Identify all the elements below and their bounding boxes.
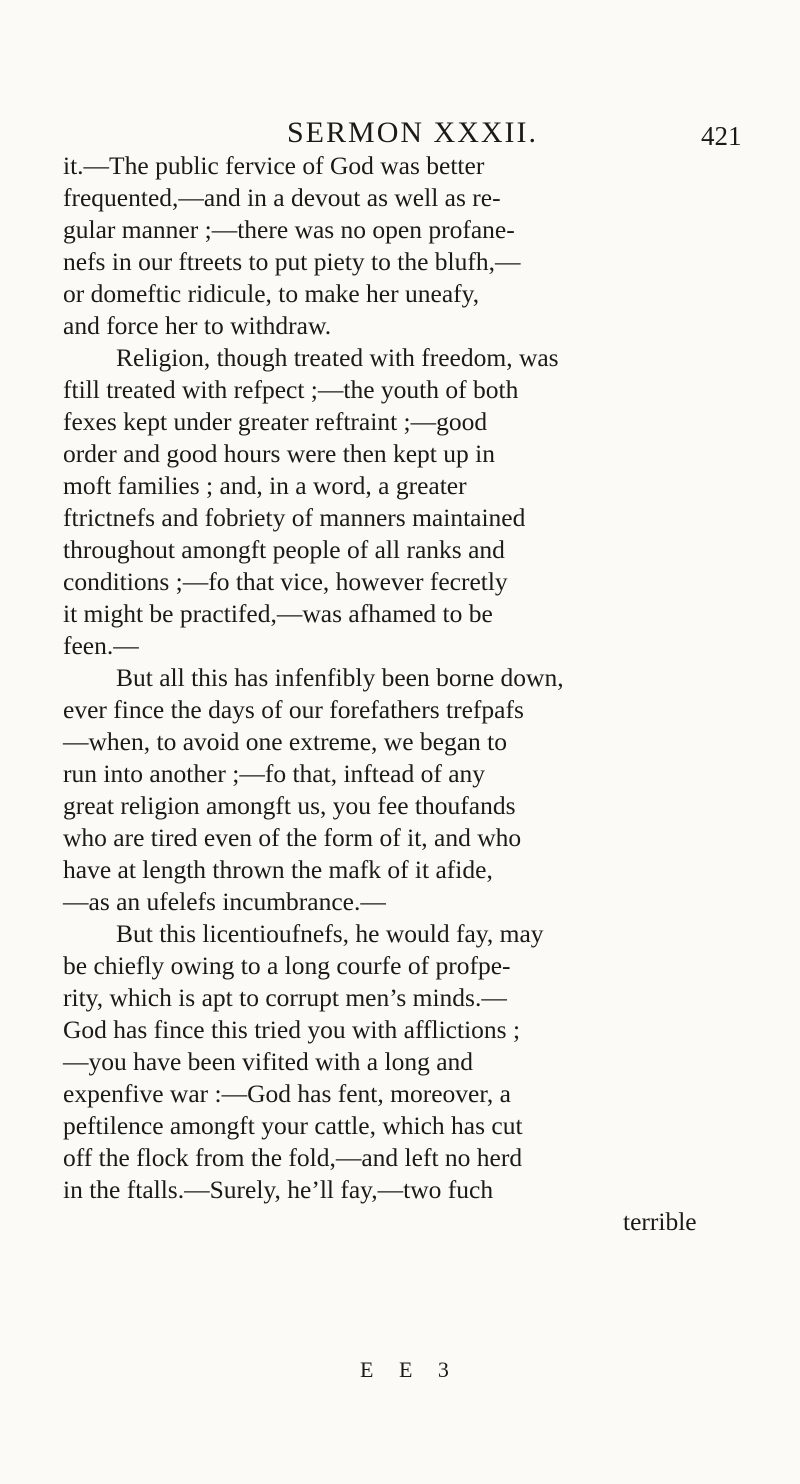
text-line: have at length thrown the mafk of it afide, — [63, 855, 493, 884]
text-line: God has fince this tried you with afflictions ; — [63, 1015, 521, 1044]
text-line: it might be practifed,—was afhamed to be — [63, 599, 493, 628]
text-line: it.—The public fervice of God was better — [63, 151, 485, 180]
catchword: terrible — [623, 1207, 697, 1236]
paragraph-start-line: Religion, though treated with freedom, was — [116, 343, 559, 372]
text-line: who are tired even of the form of it, and who — [63, 823, 522, 852]
text-line: great religion amongft us, you fee thoufands — [63, 791, 516, 820]
text-line: —as an ufelefs incumbrance.— — [63, 887, 386, 916]
text-line: frequented,—and in a devout as well as re- — [63, 183, 501, 212]
text-line: be chiefly owing to a long courfe of profpe- — [63, 951, 511, 980]
text-line: peftilence amongft your cattle, which has cut — [63, 1111, 523, 1140]
body-text — [63, 150, 763, 1238]
text-line: ever fince the days of our forefathers trefpafs — [63, 695, 524, 724]
text-line: expenfive war :—God has fent, moreover, a — [63, 1079, 511, 1108]
text-line: moft families ; and, in a word, a greater — [63, 471, 467, 500]
text-line: feen.— — [63, 631, 139, 660]
text-line: throughout amongft people of all ranks and — [63, 535, 505, 564]
text-line: —you have been vifited with a long and — [63, 1047, 474, 1076]
text-line: order and good hours were then kept up in — [63, 439, 495, 468]
text-line: nefs in our ftreets to put piety to the blufh,— — [63, 247, 521, 276]
signature-mark: E E 3 — [360, 1357, 459, 1382]
running-title: SERMON XXXII. — [287, 116, 538, 149]
text-line: fexes kept under greater reftraint ;—good — [63, 407, 488, 436]
text-line: conditions ;—fo that vice, however fecretly — [63, 567, 508, 596]
paragraph-start-line: But all this has infenfibly been borne down, — [116, 663, 564, 692]
text-line: ftill treated with refpect ;—the youth of both — [63, 375, 519, 404]
page-number: 421 — [701, 121, 742, 151]
text-line: off the flock from the fold,—and left no herd — [63, 1143, 523, 1172]
text-line: run into another ;—fo that, inftead of any — [63, 759, 486, 788]
text-line: gular manner ;—there was no open profane- — [63, 215, 515, 244]
paragraph-start-line: But this licentioufnefs, he would fay, may — [116, 919, 544, 948]
text-line: and force her to withdraw. — [63, 311, 332, 340]
text-line: rity, which is apt to corrupt men’s minds.— — [63, 983, 507, 1012]
text-line: or domeftic ridicule, to make her uneafy, — [63, 279, 480, 308]
text-line: ftrictnefs and fobriety of manners maintained — [63, 503, 526, 532]
text-line: in the ftalls.—Surely, he’ll fay,—two fuch — [63, 1175, 494, 1204]
text-line: —when, to avoid one extreme, we began to — [63, 727, 507, 756]
